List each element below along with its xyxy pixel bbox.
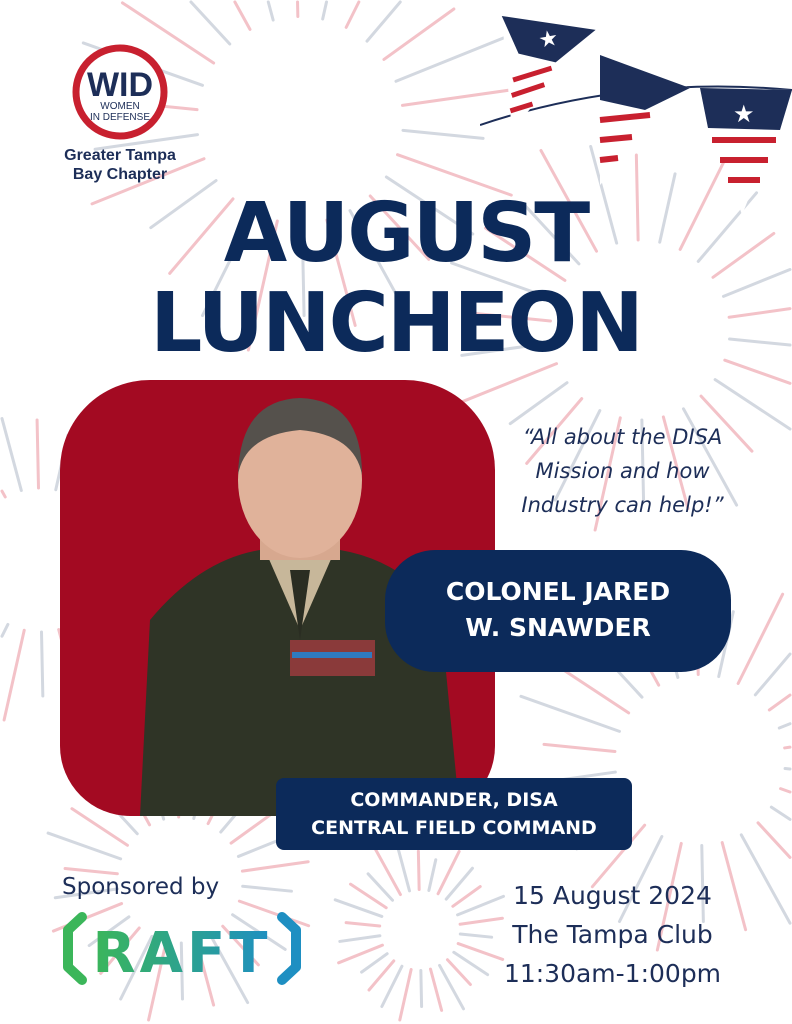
speaker-role-badge: [276, 778, 632, 850]
svg-text:WID: WID: [86, 66, 154, 104]
wid-logo: [72, 44, 168, 140]
event-date: 15 August 2024: [513, 881, 712, 910]
firework-ray: [384, 9, 454, 59]
firework-ray: [235, 2, 250, 29]
speaker-name-line-2: W. SNAWDER: [465, 613, 651, 642]
firework-ray: [41, 632, 42, 696]
firework-ray: [335, 900, 382, 917]
sponsored-by-label: Sponsored by: [62, 874, 220, 900]
speaker-role-line-1: COMMANDER, DISA: [350, 789, 558, 811]
quote-line-3: Industry can help!”: [521, 493, 724, 517]
event-details: [490, 876, 735, 993]
firework-ray: [323, 2, 327, 19]
firework-ray: [346, 2, 359, 27]
firework-ray: [453, 887, 480, 907]
firework-ray: [37, 420, 38, 488]
firework-ray: [2, 419, 21, 491]
chapter-line-1: Greater Tampa: [64, 147, 176, 164]
firework-ray: [779, 724, 790, 728]
firework-ray: [368, 874, 392, 900]
firework-ray: [242, 862, 308, 871]
chapter-line-2: Bay Chapter: [72, 166, 168, 183]
firework-ray: [243, 886, 292, 891]
firework-ray: [447, 960, 470, 985]
firework-ray: [400, 970, 411, 1020]
svg-text:★: ★: [733, 101, 755, 128]
firework-ray: [785, 747, 790, 748]
raft-logo: [60, 912, 305, 987]
title-line-1: AUGUST: [223, 186, 589, 281]
quote-line-1: “All about the DISA: [522, 425, 723, 449]
firework-ray: [429, 860, 436, 891]
speaker-name-line-1: COLONEL JARED: [445, 577, 671, 606]
firework-ray: [769, 695, 790, 710]
firework-ray: [4, 630, 24, 720]
svg-text:RAFT: RAFT: [92, 921, 272, 986]
firework-ray: [758, 823, 790, 858]
firework-ray: [340, 936, 380, 942]
firework-ray: [755, 654, 790, 695]
firework-ray: [191, 2, 230, 44]
firework-ray: [781, 789, 790, 792]
firework-ray: [771, 807, 790, 819]
firework-ray: [544, 744, 615, 751]
svg-text:WOMEN: WOMEN: [100, 101, 140, 112]
firework-ray: [65, 868, 117, 873]
speaker-role-line-2: CENTRAL FIELD COMMAND: [311, 817, 597, 839]
firework-ray: [346, 923, 380, 926]
firework-ray: [362, 954, 388, 972]
event-time: 11:30am-1:00pm: [503, 959, 722, 988]
title-line-2: LUNCHEON: [150, 276, 642, 371]
speaker-quote: [505, 420, 740, 522]
firework-ray: [231, 812, 274, 843]
firework-ray: [48, 833, 121, 859]
firework-ray: [2, 491, 5, 497]
event-venue: The Tampa Club: [512, 920, 713, 949]
firework-ray: [367, 2, 400, 41]
chapter-name: [50, 146, 190, 184]
firework-ray: [431, 969, 442, 1010]
firework-ray: [418, 851, 419, 889]
svg-text:★: ★: [536, 24, 561, 53]
firework-ray: [460, 934, 491, 937]
quote-line-2: Mission and how: [535, 459, 710, 483]
firework-ray: [421, 970, 422, 1006]
firework-ray: [521, 696, 619, 731]
firework-ray: [510, 383, 567, 424]
speaker-name-badge: [385, 550, 731, 672]
svg-text:IN DEFENSE: IN DEFENSE: [89, 112, 151, 123]
firework-ray: [268, 2, 273, 20]
firework-ray: [403, 130, 483, 138]
firework-ray: [398, 847, 410, 890]
firework-ray: [2, 624, 8, 636]
